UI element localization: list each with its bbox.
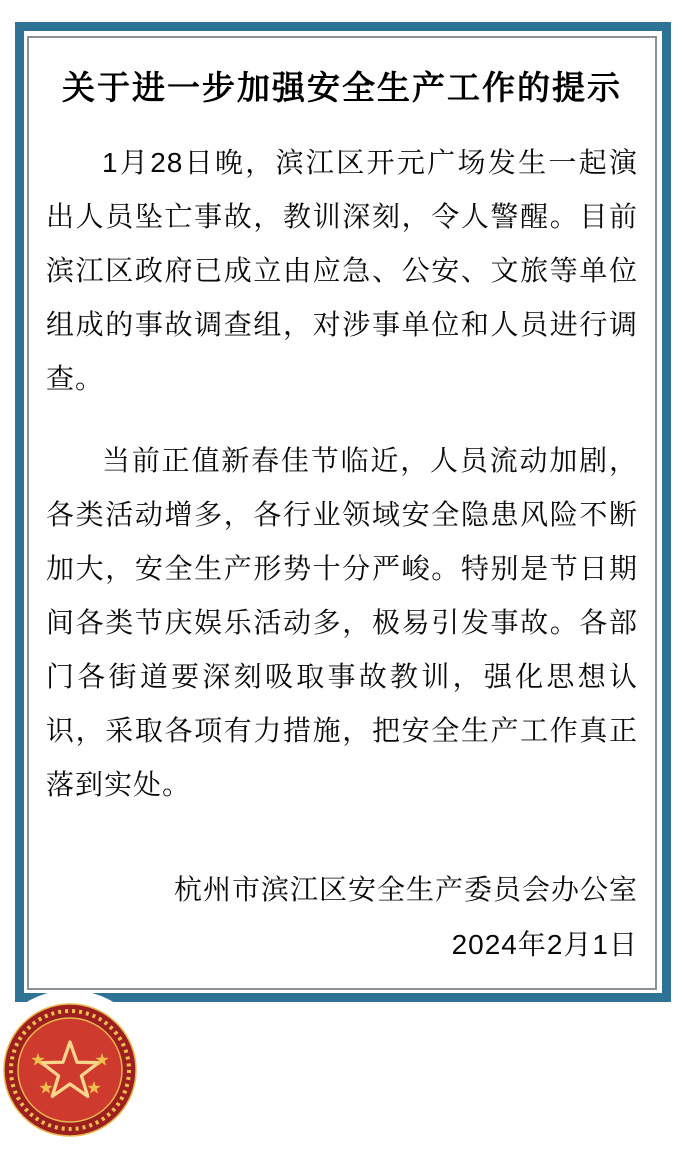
issuing-office: 杭州市滨江区安全生产委员会办公室 <box>173 874 638 905</box>
issue-date: 2024年2月1日 <box>451 929 638 960</box>
signature-block <box>46 862 638 972</box>
national-emblem-icon <box>0 984 156 1154</box>
document-title: 关于进一步加强安全生产工作的提示 <box>62 69 622 106</box>
paragraph-1: 1月28日晚，滨江区开元广场发生一起演出人员坠亡事故，教训深刻，令人警醒。目前滨江区政府已成立由应急、公安、文旅等单位组成的事故调查组，对涉事单位和人员进行调查。 <box>46 147 638 394</box>
paragraph-2: 当前正值新春佳节临近，人员流动加剧，各类活动增多，各行业领域安全隐患风险不断加大，安全生产形势十分严峻。特别是节日期间各类节庆娱乐活动多，极易引发事故。各部门各街道要深刻吸取事故教训，强化思想认识，采取各项有力措施，把安全生产工作真正落到实处。 <box>46 445 638 800</box>
document-body <box>46 136 638 812</box>
document-content <box>29 38 655 988</box>
inner-gray-frame <box>27 36 657 990</box>
